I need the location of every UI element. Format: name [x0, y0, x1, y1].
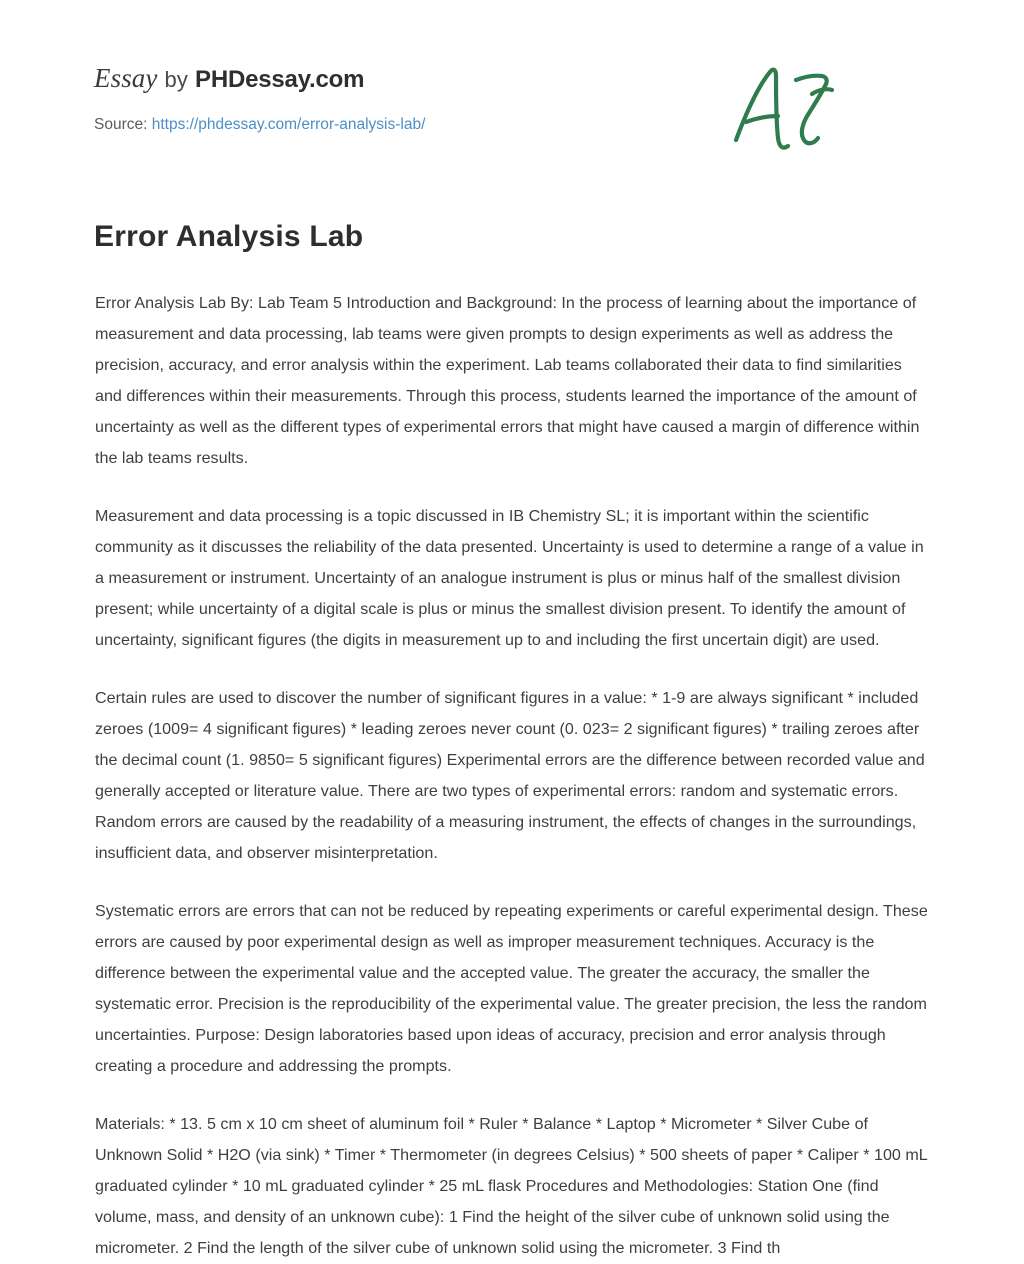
article-paragraph: Materials: * 13. 5 cm x 10 cm sheet of aluminum foil * Ruler * Balance * Laptop * Micrometer * Silver Cube of Unknown Solid * H2O (via sink) * Timer * Thermometer (in degrees Celsius) * 500 sheets of paper * Caliper * 100 mL graduated cylinder * 10 mL graduated cylinder * 25 mL flask Procedures and Methodologies: Station One (find volume, mass, and density of an unknown cube): 1 Find the height of the silver cube of unknown solid using the micrometer. 2 Find the length of the silver cube of unknown solid using the micrometer. 3 Find th — [95, 1114, 928, 1257]
article-body — [94, 288, 930, 1264]
page-header — [94, 0, 930, 134]
page-title: Error Analysis Lab — [94, 219, 364, 253]
article-paragraph: Certain rules are used to discover the number of significant figures in a value: * 1-9 are always significant * included zeroes (1009= 4 significant figures) * leading zeroes never count (0. 023= 2 significant figures) * trailing zeroes after the decimal count (1. 9850= 5 significant figures) Experimental errors are the difference between recorded value and generally accepted or literature value. There are two types of experimental errors: random and systematic errors. Random errors are caused by the readability of a measuring instrument, the effects of changes in the surroundings, insufficient data, and observer misinterpretation. — [95, 688, 925, 862]
article-paragraph: Error Analysis Lab By: Lab Team 5 Introduction and Background: In the process of learning about the importance of measurement and data processing, lab teams were given prompts to design experiments as well as address the precision, accuracy, and error analysis within the experiment. Lab teams collaborated their data to find similarities and differences within their measurements. Through this process, students learned the importance of the amount of uncertainty as well as the different types of experimental errors that might have caused a margin of difference within the lab teams results. — [95, 293, 920, 467]
article-paragraph: Systematic errors are errors that can not be reduced by repeating experiments or careful experimental design. These errors are caused by poor experimental design as well as improper measurement techniques. Accuracy is the difference between the experimental value and the accepted value. The greater the accuracy, the smaller the systematic error. Precision is the reproducibility of the experimental value. The greater precision, the less the random uncertainties. Purpose: Design laboratories based upon ideas of accuracy, precision and error analysis through creating a procedure and addressing the prompts. — [95, 901, 928, 1075]
brand-site-name: PHDessay.com — [195, 66, 365, 93]
source-label: Source: — [94, 115, 148, 133]
source-url-link[interactable]: https://phdessay.com/error-analysis-lab/ — [151, 115, 426, 133]
article-paragraph: Measurement and data processing is a topic discussed in IB Chemistry SL; it is important within the scientific community as it discusses the reliability of the data presented. Uncertainty is used to determine a range of a value in a measurement or instrument. Uncertainty of an analogue instrument is plus or minus half of the smallest division present; while uncertainty of a digital scale is plus or minus the smallest division present. To identify the amount of uncertainty, significant figures (the digits in measurement up to and including the first uncertain digit) are used. — [95, 506, 924, 649]
brand-essay-label: Essay — [94, 63, 158, 93]
brand-by-label: by — [164, 67, 188, 92]
a-plus-logo-icon — [726, 60, 846, 160]
